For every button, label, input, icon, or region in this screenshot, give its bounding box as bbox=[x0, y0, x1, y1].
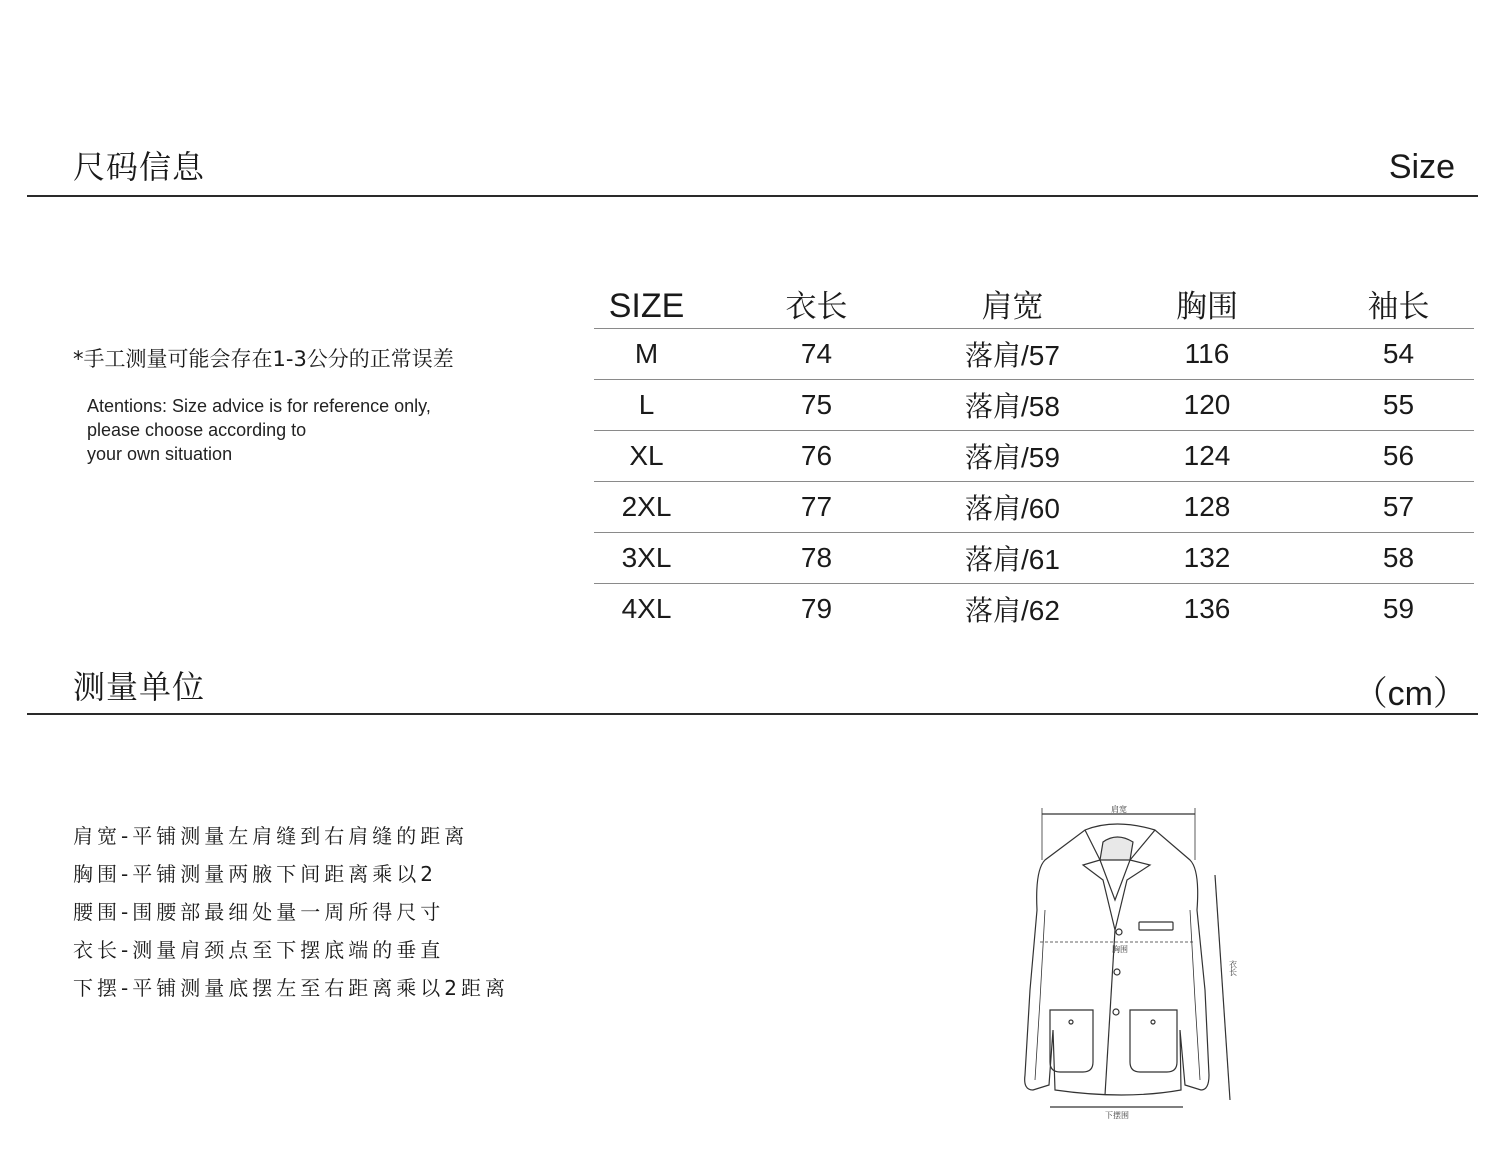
cell-size: 2XL bbox=[594, 482, 699, 533]
cell-sleeve: 59 bbox=[1382, 593, 1415, 624]
cell-length: 74 bbox=[699, 329, 934, 380]
cell-length: 77 bbox=[699, 482, 934, 533]
cell-shoulder: 落肩/60 bbox=[934, 482, 1091, 533]
table-row bbox=[594, 482, 1474, 533]
cell-sleeve: 58 bbox=[1323, 533, 1474, 584]
measurement-error-note: *手工测量可能会存在1-3公分的正常误差 bbox=[73, 347, 454, 371]
shoulder-label: 肩宽 bbox=[1111, 805, 1127, 814]
cell-size: 4XL bbox=[621, 593, 672, 624]
chest-label: 胸围 bbox=[1112, 945, 1128, 954]
cell-chest: 132 bbox=[1091, 533, 1323, 584]
section-divider bbox=[27, 195, 1478, 197]
cell-size: 3XL bbox=[594, 533, 699, 584]
header-size: SIZE bbox=[594, 280, 699, 329]
cell-size: L bbox=[594, 380, 699, 431]
section-divider bbox=[27, 713, 1478, 715]
definition-item: 胸围-平铺测量两腋下间距离乘以2 bbox=[73, 862, 437, 886]
jacket-outline bbox=[1025, 824, 1209, 1095]
definition-item: 下摆-平铺测量底摆左至右距离乘以2距离 bbox=[73, 976, 509, 1000]
length-measure-line bbox=[1215, 875, 1230, 1100]
cell-sleeve: 54 bbox=[1323, 329, 1474, 380]
cell-chest: 136 bbox=[1183, 593, 1231, 624]
hem-label: 下摆围 bbox=[1105, 1111, 1129, 1120]
cell-sleeve: 56 bbox=[1323, 431, 1474, 482]
header-sleeve: 袖长 bbox=[1323, 280, 1474, 329]
cell-chest: 128 bbox=[1091, 482, 1323, 533]
cell-shoulder: 落肩/62 bbox=[965, 595, 1060, 626]
cell-sleeve: 55 bbox=[1323, 380, 1474, 431]
cell-shoulder: 落肩/57 bbox=[934, 329, 1091, 380]
unit-section-title: 测量单位 bbox=[73, 668, 206, 706]
table-row bbox=[594, 380, 1474, 431]
cell-chest: 120 bbox=[1091, 380, 1323, 431]
cell-shoulder: 落肩/59 bbox=[934, 431, 1091, 482]
size-table bbox=[594, 280, 1474, 634]
definition-item: 肩宽-平铺测量左肩缝到右肩缝的距离 bbox=[73, 824, 469, 848]
cell-chest: 116 bbox=[1091, 329, 1323, 380]
cell-chest: 124 bbox=[1091, 431, 1323, 482]
definition-item: 腰围-围腰部最细处量一周所得尺寸 bbox=[73, 900, 445, 924]
size-advice-line: please choose according to bbox=[87, 420, 307, 440]
unit-label: （cm） bbox=[1353, 675, 1467, 713]
definition-item: 衣长-测量肩颈点至下摆底端的垂直 bbox=[73, 938, 445, 962]
size-advice-line: Atentions: Size advice is for reference only, bbox=[87, 396, 431, 416]
size-section-title: 尺码信息 bbox=[73, 148, 206, 186]
size-advice-note bbox=[87, 394, 517, 466]
jacket-measurement-diagram bbox=[1005, 800, 1245, 1125]
cell-shoulder: 落肩/58 bbox=[934, 380, 1091, 431]
table-header-row bbox=[594, 280, 1474, 329]
table-row bbox=[594, 533, 1474, 584]
size-section-title-en: Size bbox=[1388, 148, 1455, 186]
header-length: 衣长 bbox=[699, 280, 934, 329]
cell-sleeve: 57 bbox=[1323, 482, 1474, 533]
header-chest: 胸围 bbox=[1091, 280, 1323, 329]
cell-length: 79 bbox=[800, 593, 833, 624]
cell-size: M bbox=[594, 329, 699, 380]
cell-length: 75 bbox=[699, 380, 934, 431]
cell-length: 78 bbox=[699, 533, 934, 584]
table-row bbox=[594, 431, 1474, 482]
cell-length: 76 bbox=[699, 431, 934, 482]
table-row bbox=[594, 584, 1474, 635]
length-label: 衣长 bbox=[1228, 960, 1238, 976]
measurement-definitions bbox=[73, 817, 509, 1007]
size-advice-line: your own situation bbox=[87, 444, 233, 464]
cell-size: XL bbox=[594, 431, 699, 482]
cell-shoulder: 落肩/61 bbox=[934, 533, 1091, 584]
table-row bbox=[594, 329, 1474, 380]
header-shoulder: 肩宽 bbox=[934, 280, 1091, 329]
